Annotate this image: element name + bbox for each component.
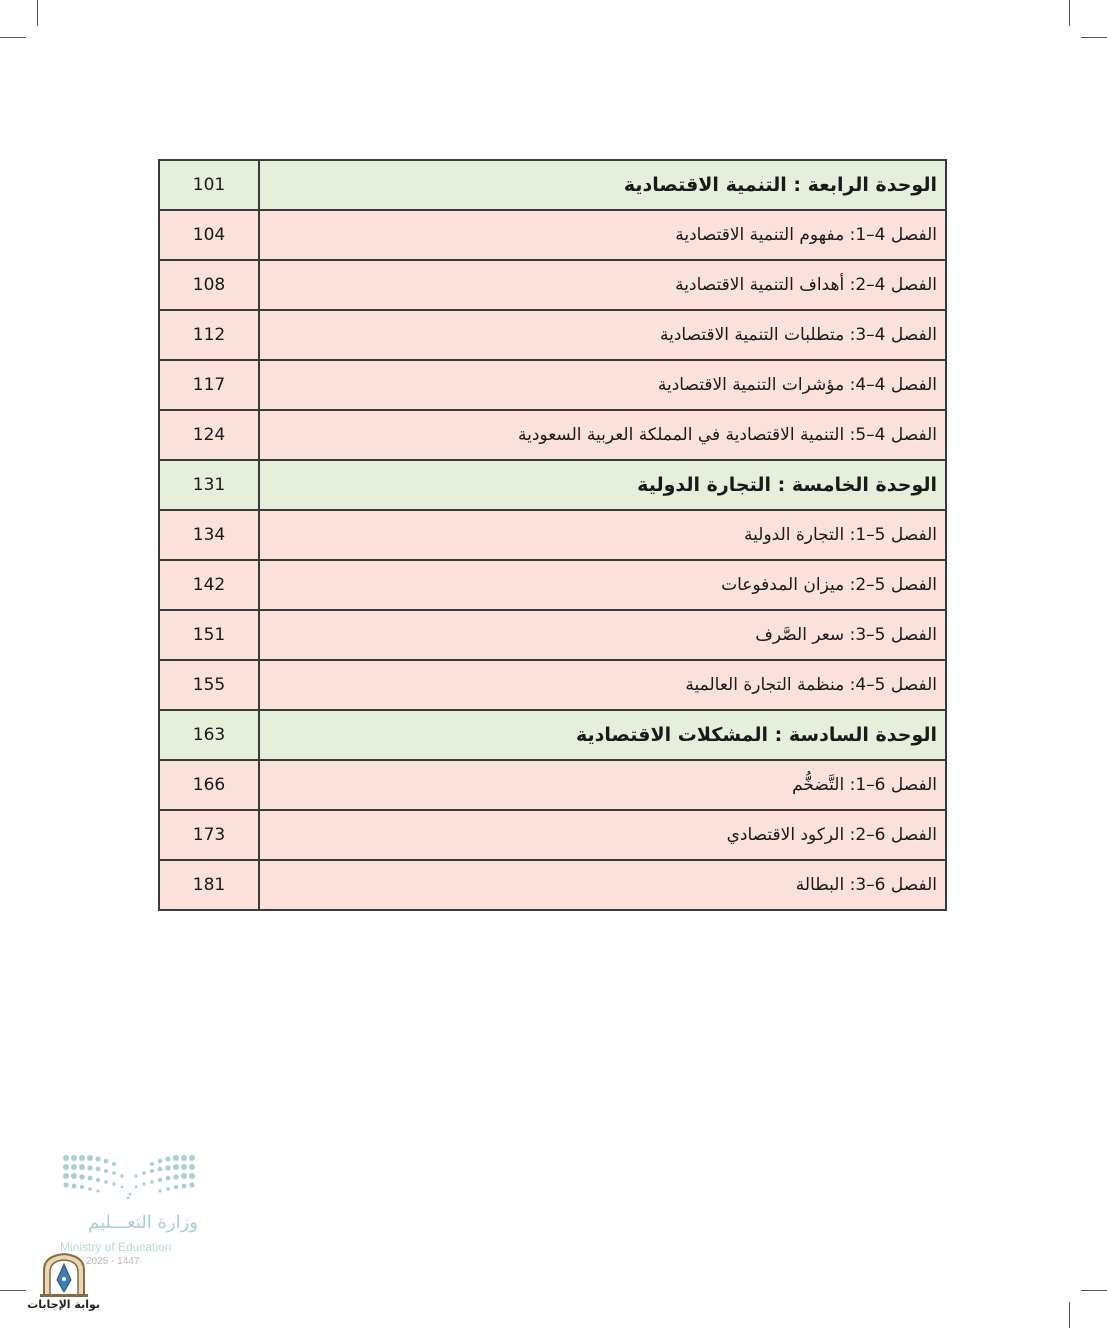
toc-title: الفصل 4–2: أهداف التنمية الاقتصادية <box>259 260 946 310</box>
portal-name: بوابة الإجابات <box>27 1298 100 1311</box>
crop-mark <box>0 37 26 38</box>
toc-row-chapter <box>159 760 946 810</box>
toc-page-number: 104 <box>159 210 259 260</box>
toc-page-number: 134 <box>159 510 259 560</box>
toc-page-number: 181 <box>159 860 259 910</box>
toc-title: الفصل 4–5: التنمية الاقتصادية في المملكة العربية السعودية <box>259 410 946 460</box>
portal-logo <box>28 1252 108 1322</box>
toc-row-chapter <box>159 610 946 660</box>
toc-page-number: 131 <box>159 460 259 510</box>
crop-mark <box>1081 37 1107 38</box>
toc-row-chapter <box>159 210 946 260</box>
toc-row-chapter <box>159 510 946 560</box>
crop-mark <box>1069 0 1070 26</box>
toc-row-chapter <box>159 660 946 710</box>
toc-title: الفصل 6–2: الركود الاقتصادي <box>259 810 946 860</box>
toc-row-chapter <box>159 810 946 860</box>
toc-row-chapter <box>159 560 946 610</box>
toc-row-chapter <box>159 260 946 310</box>
crop-mark <box>1069 1302 1070 1328</box>
toc-title: الفصل 6–3: البطالة <box>259 860 946 910</box>
toc-title: الفصل 5–1: التجارة الدولية <box>259 510 946 560</box>
toc-row-chapter <box>159 410 946 460</box>
toc-page-number: 108 <box>159 260 259 310</box>
toc-title: الفصل 5–4: منظمة التجارة العالمية <box>259 660 946 710</box>
toc-row-chapter <box>159 860 946 910</box>
toc-page-number: 155 <box>159 660 259 710</box>
toc-page-number: 112 <box>159 310 259 360</box>
toc-title: الفصل 4–1: مفهوم التنمية الاقتصادية <box>259 210 946 260</box>
toc-page-number: 166 <box>159 760 259 810</box>
toc-page-number: 151 <box>159 610 259 660</box>
toc-title: الفصل 5–3: سعر الصَّرف <box>259 610 946 660</box>
toc-page-number: 173 <box>159 810 259 860</box>
table-of-contents <box>158 159 947 911</box>
toc-row-unit-6 <box>159 710 946 760</box>
toc-title: الوحدة الرابعة : التنمية الاقتصادية <box>259 160 946 210</box>
ministry-year: 2025 - 1447 <box>86 1256 140 1267</box>
toc-title: الفصل 5–2: ميزان المدفوعات <box>259 560 946 610</box>
crop-mark <box>0 1290 26 1291</box>
toc-title: الفصل 4–4: مؤشرات التنمية الاقتصادية <box>259 360 946 410</box>
pen-nib-arch-icon <box>28 1252 100 1298</box>
toc-title: الوحدة السادسة : المشكلات الاقتصادية <box>259 710 946 760</box>
toc-row-chapter <box>159 360 946 410</box>
toc-body <box>159 160 946 910</box>
toc-row-unit-4 <box>159 160 946 210</box>
toc-title: الفصل 6–1: التَّضخُّم <box>259 760 946 810</box>
toc-row-unit-5 <box>159 460 946 510</box>
toc-page-number: 117 <box>159 360 259 410</box>
ministry-name-ar: وزارة التعـــليم <box>87 1212 198 1233</box>
toc-page-number: 101 <box>159 160 259 210</box>
crop-mark <box>37 0 38 26</box>
crop-mark <box>1081 1290 1107 1291</box>
ministry-dots-icon <box>56 1150 206 1210</box>
toc-title: الفصل 4–3: متطلبات التنمية الاقتصادية <box>259 310 946 360</box>
toc-page-number: 124 <box>159 410 259 460</box>
toc-page-number: 163 <box>159 710 259 760</box>
toc-page-number: 142 <box>159 560 259 610</box>
ministry-name-en: Ministry of Education <box>60 1240 172 1254</box>
toc-title: الوحدة الخامسة : التجارة الدولية <box>259 460 946 510</box>
toc-row-chapter <box>159 310 946 360</box>
